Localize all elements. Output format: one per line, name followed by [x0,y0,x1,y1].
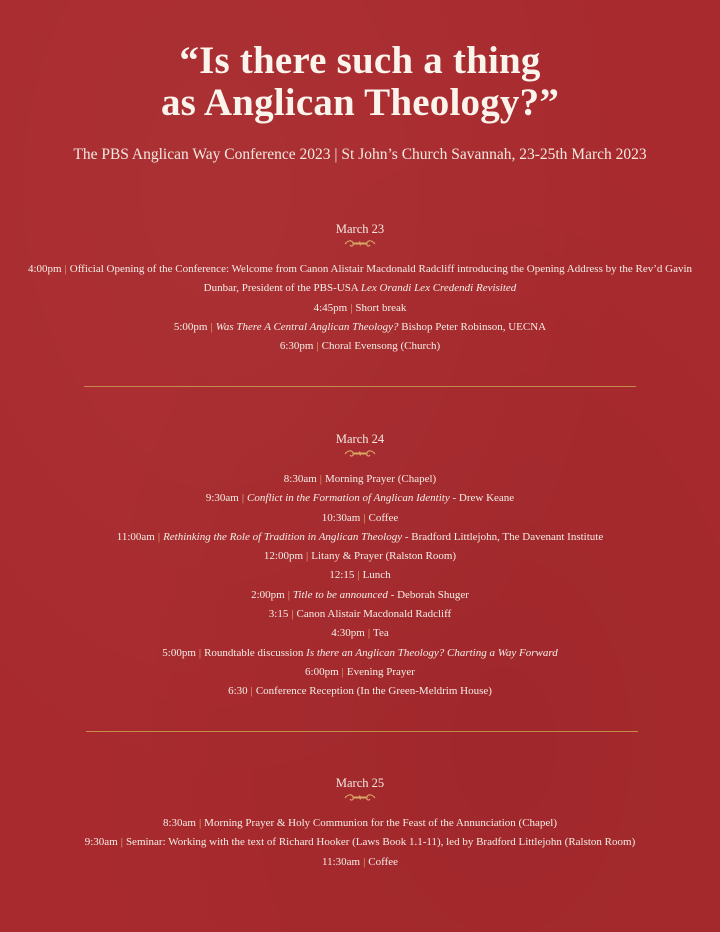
event-time: 12:15 [329,569,355,582]
scroll-ornament-icon [343,239,377,248]
schedule-item [0,663,720,682]
schedule-item [0,489,720,508]
event-list [0,814,720,872]
schedule-item [0,605,720,624]
event-time: 10:30am [321,511,361,524]
separator: | [363,511,366,524]
day-section-march-23 [0,221,720,356]
schedule-item [0,586,720,605]
separator: | [291,608,294,621]
event-time: 4:00pm [27,263,62,275]
separator: | [316,340,319,353]
schedule-item [0,260,720,299]
separator: | [367,627,371,640]
event-time: 11:00am [116,530,155,543]
separator: | [120,836,123,849]
separator: | [341,665,344,678]
schedule-item [0,566,720,585]
event-time: 9:30am [84,836,118,849]
event-title: Is there an Anglican Theology? Charting a Way Forward [306,646,558,659]
page-title [0,40,720,124]
event-description: Litany & Prayer (Ralston Room) [311,550,457,563]
event-description: Short break [355,301,407,314]
event-time: 6:30 [228,685,248,698]
event-time: 4:45pm [313,301,348,314]
event-title: Rethinking the Role of Tradition in Anglican Theology [163,530,403,543]
separator: | [64,263,67,275]
separator: | [210,320,213,333]
event-description: Tea [373,627,389,640]
scroll-ornament-icon [343,793,377,802]
schedule-item [0,682,720,701]
event-description: Evening Prayer [346,665,415,678]
event-time: 6:30pm [279,340,314,353]
event-description: Canon Alistair Macdonald Radcliff [296,608,452,621]
event-description: Coffee [368,855,399,868]
event-time: 11:30am [321,855,361,868]
schedule-item [0,814,720,833]
event-description: Conference Reception (In the Green-Meldrim House) [255,685,492,698]
separator: | [157,530,161,543]
event-description: Seminar: Working with the text of Richard Hooker (Laws Book 1.1-11), led by Bradford Littlejohn (Ralston Room) [125,836,636,849]
schedule-item [0,337,720,356]
event-speaker: - Deborah Shuger [387,588,469,601]
event-time: 2:00pm [251,588,285,601]
separator: | [357,569,360,582]
schedule-item [0,509,720,528]
title-line-2: as Anglican Theology?” [160,81,560,124]
day-section-march-25 [0,775,720,872]
event-description: Choral Evensong (Church) [321,340,441,353]
separator: | [350,301,353,314]
event-description: Morning Prayer & Holy Communion for the Feast of the Annunciation (Chapel) [204,817,558,829]
scroll-ornament-icon [343,449,377,458]
event-description: Roundtable discussion [204,646,307,659]
event-speaker: - Bradford Littlejohn, The Davenant Institute [402,530,604,543]
section-divider [86,731,638,732]
separator: | [363,855,366,868]
schedule-item [0,318,720,337]
event-time: 9:30am [205,492,239,505]
day-heading: March 25 [335,776,385,790]
event-title: Conflict in the Formation of Anglican Identity [247,492,450,505]
schedule-item [0,299,720,318]
event-time: 5:00pm [162,646,196,659]
event-description: Lunch [362,569,391,582]
day-heading: March 24 [335,432,385,446]
schedule-item [0,644,720,663]
event-time: 6:00pm [305,665,339,678]
day-section-march-24 [0,431,720,702]
event-speaker: Bishop Peter Robinson, UECNA [398,320,547,333]
event-time: 12:00pm [263,550,304,563]
schedule-item [0,528,720,547]
separator: | [198,817,202,829]
section-divider [84,386,636,387]
schedule-item [0,833,720,852]
event-speaker: - Drew Keane [449,492,515,505]
event-title: Title to be announced [292,588,388,601]
separator: | [250,685,253,698]
separator: | [287,588,290,601]
event-title: Was There A Central Anglican Theology? [215,320,399,333]
schedule-item [0,547,720,566]
separator: | [306,550,309,563]
event-list [0,260,720,356]
separator: | [241,492,245,505]
event-description: Coffee [368,511,399,524]
conference-subtitle: The PBS Anglican Way Conference 2023 | St John’s Church Savannah, 23-25th March 2023 [73,146,647,163]
event-description: Official Opening of the Conference: Welcome from Canon Alistair Macdonald Radcliff introducing the Opening Address by the Rev’d Gavin Dunbar, President of the PBS-USA [69,263,693,295]
event-title: Lex Orandi Lex Credendi Revisited [360,282,517,295]
event-time: 4:30pm [331,627,365,640]
event-time: 3:15 [268,608,289,621]
event-time: 8:30am [283,473,317,485]
schedule-item [0,853,720,872]
separator: | [319,473,322,485]
separator: | [198,646,202,659]
schedule-item [0,470,720,489]
event-time: 5:00pm [173,320,208,333]
title-line-1: “Is there such a thing [179,39,541,82]
schedule-item [0,624,720,643]
event-description: Morning Prayer (Chapel) [325,473,437,485]
day-heading: March 23 [335,222,385,236]
event-time: 8:30am [162,817,196,829]
event-list [0,470,720,702]
